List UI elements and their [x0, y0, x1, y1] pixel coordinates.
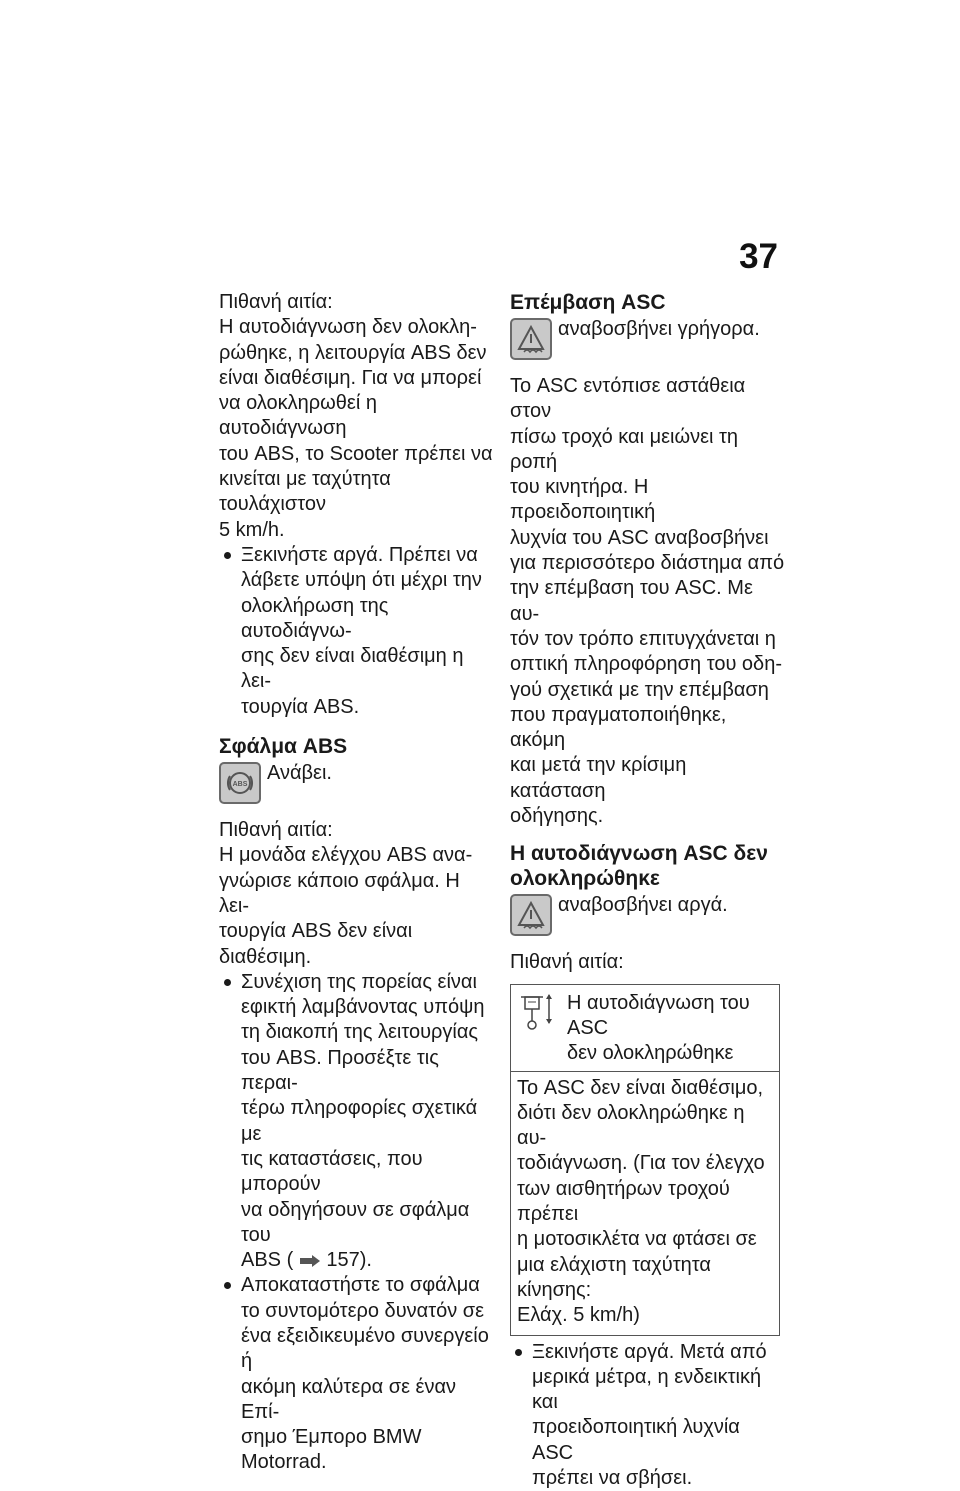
text-line: σης δεν είναι διαθέσιμη η λει- [241, 644, 494, 695]
text-line: του ABS. Προσέξτε τις περαι- [241, 1046, 494, 1097]
text-line: την επέμβαση του ASC. Με αυ- [510, 576, 785, 627]
text-line: τις καταστάσεις, που μπορούν [241, 1147, 494, 1198]
text-line: δεν ολοκληρώθηκε [567, 1041, 773, 1066]
left-column [219, 290, 494, 1476]
text-line: να οδηγήσουν σε σφάλμα του [241, 1198, 494, 1249]
asc-status: αναβοσβήνει γρήγορα. [558, 315, 760, 342]
text-line: τόν τον τρόπο επιτυγχάνεται η [510, 627, 785, 652]
info-box [510, 984, 780, 1336]
text-line: τη διακοπή της λειτουργίας [241, 1020, 494, 1045]
text-line: τέρω πληροφορίες σχετικά με [241, 1096, 494, 1147]
error-cause-text [219, 843, 494, 969]
text-line: 5 km/h. [219, 518, 494, 543]
text-line: διότι δεν ολοκληρώθηκε η αυ- [517, 1101, 773, 1152]
info-box-body [511, 1072, 779, 1335]
page-number: 37 [700, 237, 778, 277]
text-line: Το ASC εντόπισε αστάθεια στον [510, 374, 785, 425]
text-line: ακόμη καλύτερα σε έναν Επί- [241, 1375, 494, 1426]
text-line: και μετά την κρίσιμη κατάσταση [510, 753, 785, 804]
asc-warning-icon [510, 318, 552, 360]
text-line: τοδιάγνωση. (Για τον έλεγχο [517, 1151, 773, 1176]
text-line: Ξεκινήστε αργά. Μετά από [532, 1340, 785, 1365]
bullet-item [510, 1340, 785, 1491]
text-line: σημο Έμπορο BMW Motorrad. [241, 1425, 494, 1476]
text-line: προειδοποιητική λυχνία ASC [532, 1415, 785, 1466]
heading-line: Η αυτοδιάγνωση ASC δεν [510, 841, 785, 866]
text-line: γνώρισε κάποιο σφάλμα. Η λει- [219, 869, 494, 920]
text-line: Η αυτοδιάγνωση του ASC [567, 991, 773, 1042]
text-line: λυχνία του ASC αναβοσβήνει [510, 526, 785, 551]
asc-diagnosis-status: αναβοσβήνει αργά. [558, 891, 728, 918]
text-line: Συνέχιση της πορείας είναι [241, 970, 494, 995]
asc-diagnosis-heading [510, 841, 785, 891]
text-line: το συντομότερο δυνατόν σε [241, 1299, 494, 1324]
page-reference[interactable] [241, 1248, 494, 1273]
abs-cause-label: Πιθανή αιτία: [219, 290, 494, 315]
text-line: των αισθητήρων τροχού πρέπει [517, 1177, 773, 1228]
abs-cause-text [219, 315, 494, 543]
info-box-header [511, 985, 779, 1072]
heading-line: ολοκληρώθηκε [510, 866, 785, 891]
text-line: Η μονάδα ελέγχου ABS ανα- [219, 843, 494, 868]
text-line: του ABS, το Scooter πρέπει να [219, 442, 494, 467]
text-line: πίσω τροχό και μειώνει τη ροπή [510, 425, 785, 476]
abs-error-indicator [219, 759, 494, 804]
text-line: κινείται με ταχύτητα τουλάχιστον [219, 467, 494, 518]
asc-warning-icon [510, 894, 552, 936]
diagnosis-cause-label: Πιθανή αιτία: [510, 950, 785, 975]
info-box-title [567, 991, 773, 1067]
text-line: ολοκλήρωση της αυτοδιάγνω- [241, 594, 494, 645]
text-line: οδήγησης. [510, 804, 785, 829]
text-line: Ξεκινήστε αργά. Πρέπει να [241, 543, 494, 568]
text-line: Η αυτοδιάγνωση δεν ολοκλη- [219, 315, 494, 340]
text-line: οπτική πληροφόρηση του οδη- [510, 652, 785, 677]
text-line: μερικά μέτρα, η ενδεικτική και [532, 1365, 785, 1416]
wrench-gauge-icon [517, 991, 557, 1035]
right-column [510, 290, 785, 1491]
text-line: του κινητήρα. Η προειδοποιητική [510, 475, 785, 526]
asc-indicator [510, 315, 785, 360]
reference-prefix: ABS ( [241, 1249, 293, 1271]
text-line: μια ελάχιστη ταχύτητα κίνησης: [517, 1253, 773, 1304]
abs-icon-label: ABS [233, 781, 248, 788]
text-line: τουργία ABS δεν είναι διαθέσιμη. [219, 919, 494, 970]
abs-warning-icon [219, 762, 261, 804]
text-line: είναι διαθέσιμη. Για να μπορεί [219, 366, 494, 391]
text-line: Αποκαταστήστε το σφάλμα [241, 1273, 494, 1298]
bullet-item [219, 970, 494, 1274]
text-line: η μοτοσικλέτα να φτάσει σε [517, 1227, 773, 1252]
asc-description [510, 374, 785, 829]
text-line: Ελάχ. 5 km/h) [517, 1303, 773, 1328]
text-line: να ολοκληρωθεί η αυτοδιάγνωση [219, 391, 494, 442]
text-line: γού σχετικά με την επέμβαση [510, 678, 785, 703]
text-line: για περισσότερο διάστημα από [510, 551, 785, 576]
arrow-right-icon [299, 1254, 321, 1268]
text-line: λάβετε υπόψη ότι μέχρι την [241, 568, 494, 593]
bullet-item [219, 543, 494, 720]
error-cause-label: Πιθανή αιτία: [219, 818, 494, 843]
text-line: ένα εξειδικευμένο συνεργείο ή [241, 1324, 494, 1375]
text-line: εφικτή λαμβάνοντας υπόψη [241, 995, 494, 1020]
text-line: που πραγματοποιήθηκε, ακόμη [510, 703, 785, 754]
asc-intervention-heading: Επέμβαση ASC [510, 290, 785, 315]
text-line: ρώθηκε, η λειτουργία ABS δεν [219, 341, 494, 366]
text-line: τουργία ABS. [241, 695, 494, 720]
reference-page: 157). [326, 1249, 372, 1271]
text-line: πρέπει να σβήσει. [532, 1466, 785, 1491]
asc-diagnosis-indicator [510, 891, 785, 936]
abs-error-heading: Σφάλμα ABS [219, 734, 494, 759]
abs-error-status: Ανάβει. [267, 759, 332, 786]
text-line: Το ASC δεν είναι διαθέσιμο, [517, 1076, 773, 1101]
bullet-item [219, 1273, 494, 1475]
